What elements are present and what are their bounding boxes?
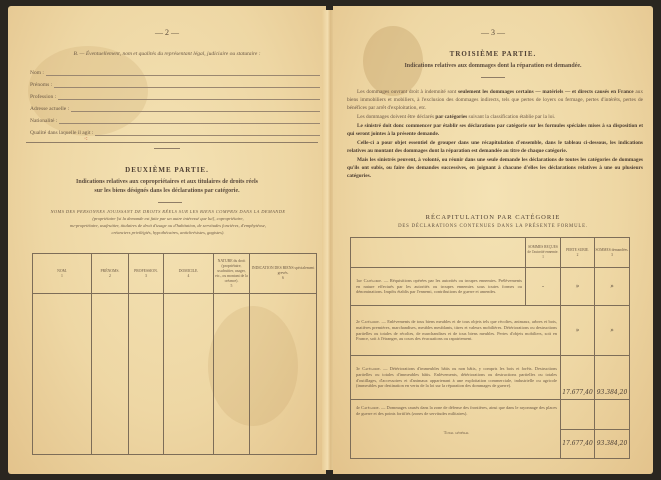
field-input[interactable] [95, 129, 320, 136]
col-header-category [351, 238, 526, 268]
total-sommes-demandees[interactable]: 93.384,20 [595, 430, 630, 459]
field-prenoms[interactable] [30, 78, 320, 88]
table-intro-4: créanciers privilégiés, hypothécaires, antichrésistes, gagistes). [111, 230, 225, 235]
field-label: Profession : [30, 94, 57, 100]
recap-row-cat4 [351, 400, 630, 430]
red-mark: ·: [84, 136, 88, 142]
cell-perte-subie[interactable]: 17.677,40 [561, 356, 595, 400]
col-header-nature-droit: NATURE du droit (propriétaire, usufruitier, usager, etc., ou montant de la créance). 5 [214, 254, 250, 294]
cell-nom[interactable] [33, 294, 92, 455]
col-header-prenoms: PRÉNOMS. 2 [92, 254, 129, 294]
table-header-row [33, 254, 317, 294]
paragraph: Les dommages ouvrant droit à indemnité sont seulement les dommages certains — matériels — et directs causés en France aux biens immobiliers et mobiliers, à l'exclusion des dommages indirects, tels que pertes de loyers ou fermage, pertes d'intérêts, pertes de bénéfices par arrêt d'exploitation, etc. [347, 89, 643, 111]
paragraph: Le sinistré doit donc commencer par établir ses déclarations par catégorie sur les formules spéciales mises à sa disposition et qui seront jointes à la présente demande. [347, 123, 643, 137]
divider [26, 142, 318, 143]
cell-perte-subie[interactable]: » [561, 268, 595, 306]
table-intro-2: (propriétaire [si la demande est faite par un autre intéressé que lui], copropriétaire, [92, 216, 244, 221]
cell-sommes-recues[interactable]: - [526, 268, 561, 306]
recap-row-cat1 [351, 268, 630, 306]
cell-prenoms[interactable] [92, 294, 129, 455]
col-header-sommes-recues: SOMMES REÇUES de l'autorité ennemie. 1 [526, 238, 561, 268]
col-header-domicile: DOMICILE. 4 [164, 254, 214, 294]
col-header-sommes-demandees: SOMMES demandées. 3 [595, 238, 630, 268]
field-label: Nom : [30, 70, 44, 76]
total-label: Total général [443, 430, 470, 436]
cell-nature-droit[interactable] [214, 294, 250, 455]
field-input[interactable] [54, 81, 320, 88]
paragraph: Mais les sinistrés peuvent, à volonté, ou réunir dans une seule demande les déclarations de toutes les catégories de dommages qu'ils ont subis, ou faire des demandes successives, en joignant à chacune d'elles les déclarations relatives à une ou plusieurs catégories. [347, 157, 643, 179]
paragraph: Celle-ci a pour objet essentiel de grouper dans une récapitulation d'ensemble, dans le tableau ci-dessous, les indications relatives au montant des dommages dont la réparation est demandée au titre de chaque catégorie. [347, 140, 643, 154]
cell-sommes-demandees[interactable]: » [595, 268, 630, 306]
field-label: Nationalité : [30, 118, 58, 124]
part-title: DEUXIÈME PARTIE. [125, 166, 209, 174]
field-profession[interactable] [30, 90, 320, 100]
field-input[interactable] [58, 93, 320, 100]
cell-profession[interactable] [129, 294, 164, 455]
field-input[interactable] [71, 105, 320, 112]
part-subtitle-1: Indications relatives aux copropriétaires et aux titulaires de droits réels [76, 179, 258, 185]
field-label: Prénoms : [30, 82, 53, 88]
part-subtitle: Indications relatives aux dommages dont la réparation est demandée. [404, 63, 582, 69]
instructions [347, 88, 643, 180]
cell-sommes-demandees[interactable]: 93.384,20 [595, 356, 630, 400]
right-page [333, 6, 653, 474]
category-description: 1re Catégorie. — Réquisitions opérées par les autorités ou troupes ennemies. Prélèvements en nature effectués par les autorités ou troupes ennemies sous toutes formes ou dénominations. Impôts établis par l'ennemi, contributions de guerre et amendes. [351, 268, 526, 306]
col-header-indication-biens: INDICATION DES BIENS spécialement grevés. 6 [250, 254, 317, 294]
recap-title: RÉCAPITULATION PAR CATÉGORIE [425, 214, 561, 221]
field-input[interactable] [59, 117, 320, 124]
section-b-title: B. — Éventuellement, nom et qualités du représentant légal, judiciaire ou statutaire : [73, 51, 261, 57]
cell-sommes-demandees[interactable]: » [595, 306, 630, 356]
cell-indication-biens[interactable] [250, 294, 317, 455]
recap-row-cat2 [351, 306, 630, 356]
field-nationalite[interactable] [30, 114, 320, 124]
part-title: TROISIÈME PARTIE. [449, 50, 537, 58]
table-intro-1: NOMS DES PERSONNES JOUISSANT DE DROITS RÉELS SUR LES BIENS COMPRIS DANS LA DEMANDE [50, 209, 286, 214]
col-header-nom: NOM. 1 [33, 254, 92, 294]
cell-sommes-demandees[interactable] [595, 400, 630, 430]
left-page [8, 6, 326, 474]
table-row[interactable] [33, 294, 317, 455]
paragraph: Les dommages doivent être déclarés par catégories suivant la classification établie par la loi. [357, 114, 556, 120]
part-subtitle-2: sur les biens désignés dans les déclarations par catégorie. [94, 188, 240, 194]
field-label: Adresse actuelle : [30, 106, 70, 112]
col-header-profession: PROFESSION. 3 [129, 254, 164, 294]
short-divider [158, 202, 182, 203]
short-divider [154, 148, 180, 149]
recap-table [350, 237, 630, 459]
page-number: — 3 — [481, 28, 505, 37]
recap-row-cat3 [351, 356, 630, 400]
field-adresse[interactable] [30, 102, 320, 112]
cell-perte-subie[interactable]: » [561, 306, 595, 356]
co-owners-table [32, 253, 317, 455]
field-nom[interactable] [30, 66, 320, 76]
field-qualite[interactable] [30, 126, 320, 136]
recap-subtitle: DES DÉCLARATIONS CONTENUES DANS LA PRÉSENTE FORMULE. [398, 224, 588, 229]
total-perte-subie[interactable]: 17.677,40 [561, 430, 595, 459]
category-description: 3e Catégorie. — Détériorations d'immeubles bâtis ou non bâtis, y compris les bois et forêts. Destructions partielles ou totales d'immeubles bâtis. Enlèvements, détériorations ou destructions partielles ou totales d'outillages, d'accessoires et d'animaux appartenant à une exploitation commerciale, industrielle ou agricole (immeubles par destination en vertu de la loi sur la réparation des dommages de guerre). [351, 356, 561, 400]
cell-perte-subie[interactable] [561, 400, 595, 430]
page-number: — 2 — [155, 28, 179, 37]
recap-header-row [351, 238, 630, 268]
col-header-perte-subie: PERTE SUBIE. 2 [561, 238, 595, 268]
table-intro-3: nu-propriétaire, usufruitier, titulaires de droit d'usage ou d'habitation, de servitudes foncières, d'emphytéose, [69, 223, 267, 228]
category-description: 2e Catégorie. — Enlèvements de tous biens meubles et de tous objets tels que récoltes, animaux, arbres et bois, matières premières, marchandises, meubles meublants, titres et valeurs mobilières. Détériorations ou destructions partielles ou totales de récoltes, de marchandises et de tous biens meubles. Pertes d'objets mobiliers, soit en France, soit à l'étranger, au cours des évacuations ou rapatriement. [351, 306, 561, 356]
cell-domicile[interactable] [164, 294, 214, 455]
short-divider [481, 77, 505, 78]
category-description: 4e Catégorie. — Dommages causés dans la zone de défense des frontières, ainsi que dans le rayonnage des places de guerre et des points fortifiés (zones de servitudes militaires). Total général [351, 400, 561, 459]
field-label: Qualité dans laquelle il agit : [30, 130, 94, 136]
field-input[interactable] [46, 69, 320, 76]
